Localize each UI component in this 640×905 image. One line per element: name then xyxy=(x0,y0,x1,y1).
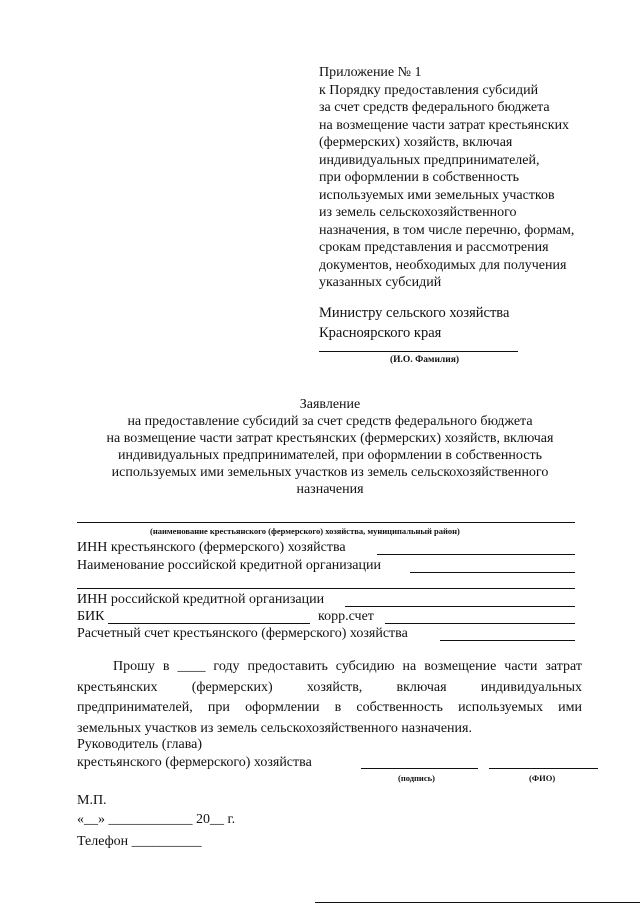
annex-line: документов, необходимых для получения xyxy=(319,257,567,273)
bik-label: БИК xyxy=(77,609,105,624)
page-bottom-rule xyxy=(315,902,640,903)
annex-line: при оформлении в собственность xyxy=(319,170,519,185)
addressee-line1: Министру сельского хозяйства xyxy=(319,305,510,321)
bik-field[interactable] xyxy=(108,623,310,624)
annex-line: за счет средств федерального бюджета xyxy=(319,100,550,115)
annex-line: срокам представления и рассмотрения xyxy=(319,240,549,255)
head-label-line2: крестьянского (фермерского) хозяйства xyxy=(77,755,312,770)
addressee xyxy=(319,303,509,343)
fio-field[interactable] xyxy=(489,768,598,769)
bank-name-field[interactable] xyxy=(410,572,575,573)
inn-bank-label: ИНН российской кредитной организации xyxy=(77,592,325,607)
statement-title-line: индивидуальных предпринимателей, при оформлении в собственность xyxy=(118,448,542,463)
fio-caption: (ФИО) xyxy=(529,773,556,783)
statement-title-line: на возмещение части затрат крестьянских (фермерских) хозяйств, включая xyxy=(106,431,554,446)
farm-name-line[interactable] xyxy=(77,522,575,523)
head-label-line1: Руководитель (глава) xyxy=(77,737,203,752)
annex-line: (фермерских) хозяйств, включая xyxy=(319,135,513,150)
settlement-account-field[interactable] xyxy=(440,640,575,641)
corr-account-field[interactable] xyxy=(385,623,575,624)
statement-heading: Заявление xyxy=(299,397,361,412)
annex-line: Приложение № 1 xyxy=(319,65,422,80)
settlement-account-label: Расчетный счет крестьянского (фермерского) хозяйства xyxy=(77,626,408,641)
request-paragraph xyxy=(77,657,582,739)
signature-field[interactable] xyxy=(361,768,478,769)
bank-name-field-continued[interactable] xyxy=(77,588,575,589)
request-line: Прошу в ____ году предоставить субсидию на возмещение части затрат xyxy=(113,659,582,674)
annex-line: назначения, в том числе перечню, формам, xyxy=(319,222,575,238)
statement-title-line: используемых ими земельных участков из земель сельскохозяйственного xyxy=(111,465,549,480)
inn-farm-label: ИНН крестьянского (фермерского) хозяйства xyxy=(77,540,346,555)
annex-line: используемых ими земельных участков xyxy=(319,187,555,203)
annex-line: указанных субсидий xyxy=(319,275,442,290)
signature-caption: (подпись) xyxy=(398,773,435,783)
request-line: земельных участков из земель сельскохозяйственного назначения. xyxy=(77,720,472,736)
date-field[interactable]: «__» ____________ 20__ г. xyxy=(77,812,236,827)
addressee-line2: Красноярского края xyxy=(319,325,442,341)
annex-line: из земель сельскохозяйственного xyxy=(319,205,517,220)
request-line: предпринимателей, при оформлении в собственность используемых ими xyxy=(77,700,582,715)
addressee-name-line[interactable] xyxy=(319,351,518,352)
annex-line: на возмещение части затрат крестьянских xyxy=(319,117,570,133)
phone-field[interactable]: Телефон __________ xyxy=(77,834,202,849)
annex-header xyxy=(319,64,574,292)
statement-title xyxy=(60,396,600,498)
inn-bank-field[interactable] xyxy=(345,606,575,607)
addressee-name-caption: (И.О. Фамилия) xyxy=(390,355,460,365)
annex-line: к Порядку предоставления субсидий xyxy=(319,82,539,98)
stamp-label: М.П. xyxy=(77,793,107,808)
annex-line: индивидуальных предпринимателей, xyxy=(319,152,540,168)
request-line: крестьянских (фермерских) хозяйств, включая индивидуальных xyxy=(77,679,582,695)
statement-title-line: на предоставление субсидий за счет средств федерального бюджета xyxy=(127,414,533,429)
inn-farm-field[interactable] xyxy=(377,554,575,555)
farm-name-caption: (наименование крестьянского (фермерского) хозяйства, муниципальный район) xyxy=(150,526,460,536)
statement-title-line: назначения xyxy=(296,482,364,497)
corr-account-label: корр.счет xyxy=(318,609,374,624)
bank-name-label: Наименование российской кредитной организации xyxy=(77,558,381,573)
